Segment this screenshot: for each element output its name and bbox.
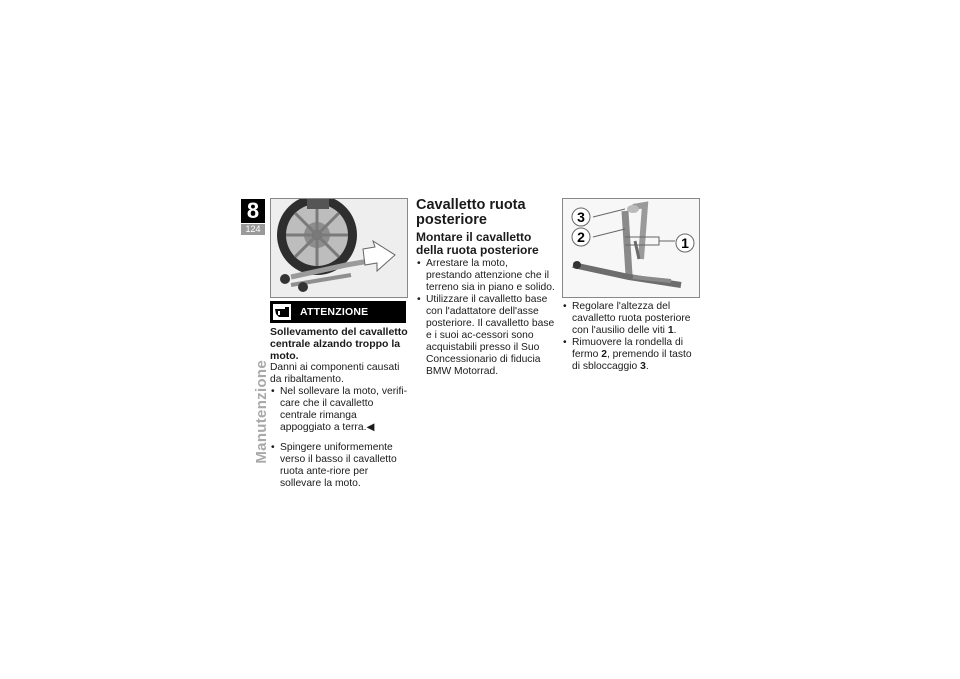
list-item: • Nel sollevare la moto, verifi-care che il cavalletto centrale rimanga appoggiato a terra.◀ [270,386,408,434]
warning-banner [270,301,406,323]
punctuation: . [673,325,677,336]
list-item-text: Rimuovere la rondella di fermo [572,337,684,360]
list-item: • Arrestare la moto, prestando attenzione che il terreno sia in piano e solido. [416,258,556,294]
punctuation: . [645,361,649,372]
callout-2: 2 [577,229,585,245]
chapter-number-badge: 8 [241,199,265,223]
callout-1: 1 [681,235,689,251]
subsection-heading: Montare il cavalletto della ruota posteriore [416,230,539,257]
left-column [270,326,408,490]
list-item: • Utilizzare il cavalletto base con l'adattatore dell'asse posteriore. Il cavalletto base e i suoi ac-cessori sono acquistabili presso il Suo Concessionario di fiducia BMW Motorrad. [416,294,556,378]
callout-3: 3 [577,209,585,225]
section-title-vertical [241,360,270,480]
front-stand-photo [270,198,408,298]
section-heading: Cavalletto ruota posteriore [416,197,526,228]
warning-hand-icon [273,304,291,320]
warning-label: ATTENZIONE [300,306,369,318]
list-item [562,301,700,337]
warning-body: Danni ai componenti causati da ribaltamento. [270,362,400,385]
instruction-list [270,442,408,490]
reference-number: 2 [601,349,607,360]
list-item-text: Regolare l'altezza del cavalletto ruota posteriore con l'ausilio delle viti [572,301,691,336]
section-title-text: Manutenzione [253,360,270,464]
warning-heading: Sollevamento del cavalletto centrale alzando troppo la moto. [270,326,408,362]
list-item: • Spingere uniformemente verso il basso il cavalletto ruota ante-riore per sollevare la moto. [270,442,408,490]
list-item-text: , premendo il tasto di sbloccaggio [572,349,692,372]
reference-number: 3 [640,361,646,372]
instruction-list [416,258,556,378]
page-number: 124 [241,224,265,235]
rear-stand-illustration [563,199,699,297]
front-stand-illustration [271,199,407,297]
instruction-list [562,301,700,373]
right-column [562,301,700,373]
reference-number: 1 [667,325,674,336]
middle-column [416,198,556,378]
warning-list [270,386,408,434]
list-item [562,337,700,373]
rear-stand-photo [562,198,700,298]
